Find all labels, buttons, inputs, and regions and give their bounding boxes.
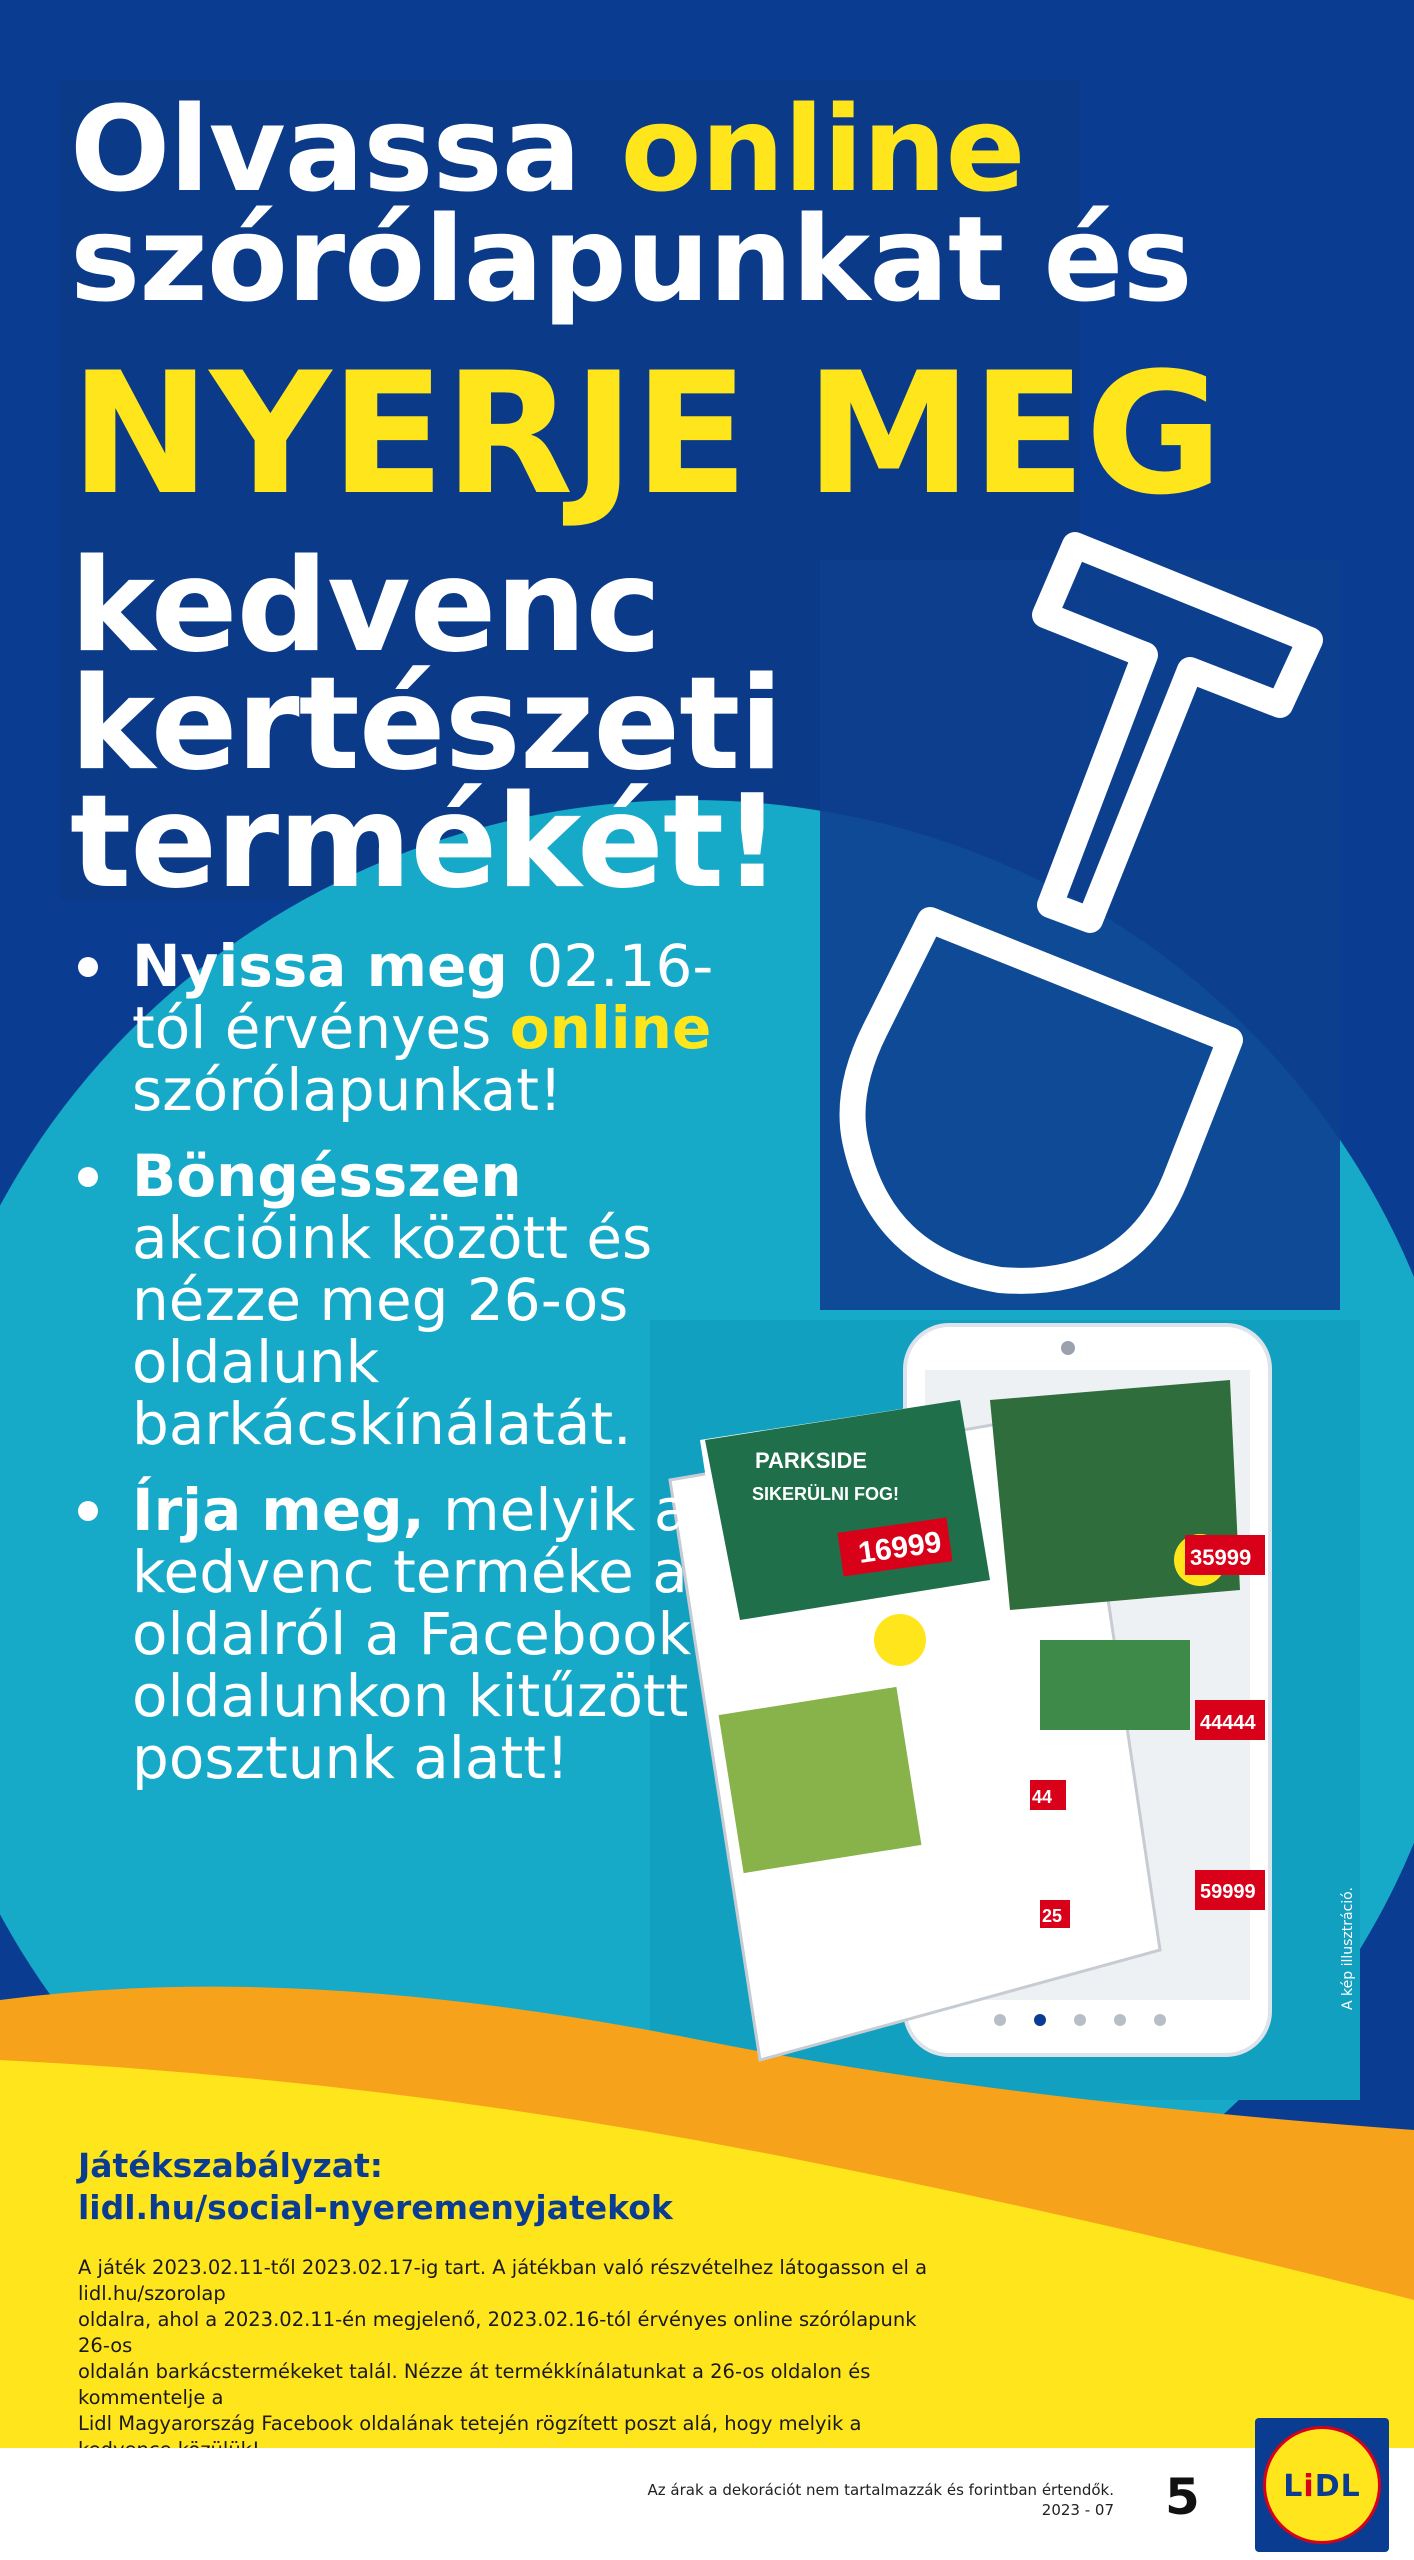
instructions-list	[70, 932, 770, 1813]
headline-line-5: kertészeti	[70, 650, 783, 799]
price-tag-1: 16999	[856, 1525, 944, 1570]
logo-letter-i: i	[1303, 2469, 1315, 2504]
phone-headline: SIKERÜLNI FOG!	[752, 1484, 899, 1504]
instruction-highlight: online	[509, 994, 712, 1062]
headline-lines-4-6	[70, 532, 783, 917]
rules-title: Játékszabályzat:	[78, 2146, 383, 2185]
instruction-item	[70, 1476, 770, 1792]
instruction-bold: Írja meg,	[132, 1476, 425, 1544]
bullet-dot-icon	[78, 957, 98, 977]
instruction-text: melyik a kedvenc terméke az oldalról a Facebook oldalunkon kitűzött posztunk alatt!	[132, 1476, 719, 1792]
lidl-logo-text	[1266, 2469, 1378, 2504]
price-tag-6: 25	[1042, 1906, 1063, 1926]
instruction-text: szórólapunkat!	[132, 1056, 563, 1124]
instruction-text: 02.16-tól érvényes	[132, 932, 714, 1062]
lidl-logo	[1255, 2418, 1389, 2552]
fine-print-line: oldalán barkácstermékeket talál. Nézze át termékkínálatunkat a 26-os oldalon és kommentelje a	[78, 2360, 871, 2409]
lidl-logo-circle	[1263, 2426, 1381, 2544]
instruction-bold: Nyissa meg	[132, 932, 508, 1000]
page-number: 5	[1165, 2468, 1200, 2526]
headline-line-6: termékét!	[70, 768, 781, 917]
instruction-text: akcióink között és nézze meg 26-os oldalunk barkácskínálatát.	[132, 1204, 653, 1458]
price-tag-5: 44	[1032, 1787, 1053, 1807]
headline-line-2: szórólapunkat és	[70, 190, 1192, 328]
fine-print-line: oldalra, ahol a 2023.02.11-én megjelenő, 2023.02.16-tól érvényes online szórólapunk 26-os	[78, 2308, 917, 2357]
price-tag-2: 35999	[1190, 1545, 1252, 1570]
instruction-item	[70, 1142, 770, 1458]
instruction-bold: Böngésszen	[132, 1142, 522, 1210]
shovel-panel	[820, 560, 1340, 1310]
headline-word: Olvassa	[70, 80, 581, 218]
bullet-dot-icon	[78, 1501, 98, 1521]
rules-section	[78, 2145, 673, 2229]
logo-letter: DL	[1314, 2469, 1361, 2504]
logo-letter: L	[1283, 2469, 1304, 2504]
instruction-item	[70, 932, 770, 1124]
headline-highlight: online	[620, 80, 1025, 218]
fine-print-line: Lidl Magyarország Facebook oldalának tetején rögzített poszt alá, hogy melyik a	[78, 2412, 862, 2435]
illustration-note: A kép illusztráció.	[1340, 1887, 1356, 2010]
rules-link[interactable]: lidl.hu/social-nyeremenyjatekok	[78, 2188, 673, 2227]
footer-note	[648, 2480, 1115, 2520]
price-tag-4: 59999	[1200, 1881, 1256, 1903]
headline-line-3: NYERJE MEG	[70, 336, 1222, 532]
bullet-dot-icon	[78, 1167, 98, 1187]
phone-brand: PARKSIDE	[755, 1448, 868, 1473]
footer-note-line-2: 2023 - 07	[1041, 2501, 1114, 2519]
footer-note-line-1: Az árak a dekorációt nem tartalmazzák és forintban értendők.	[647, 2481, 1114, 2499]
price-tag-3: 44444	[1200, 1712, 1256, 1734]
fine-print-line: A játék 2023.02.11-től 2023.02.17-ig tart. A játékban való részvételhez látogasson el a lidl.hu/szorolap	[78, 2256, 928, 2305]
headline-line-4: kedvenc	[70, 532, 661, 681]
